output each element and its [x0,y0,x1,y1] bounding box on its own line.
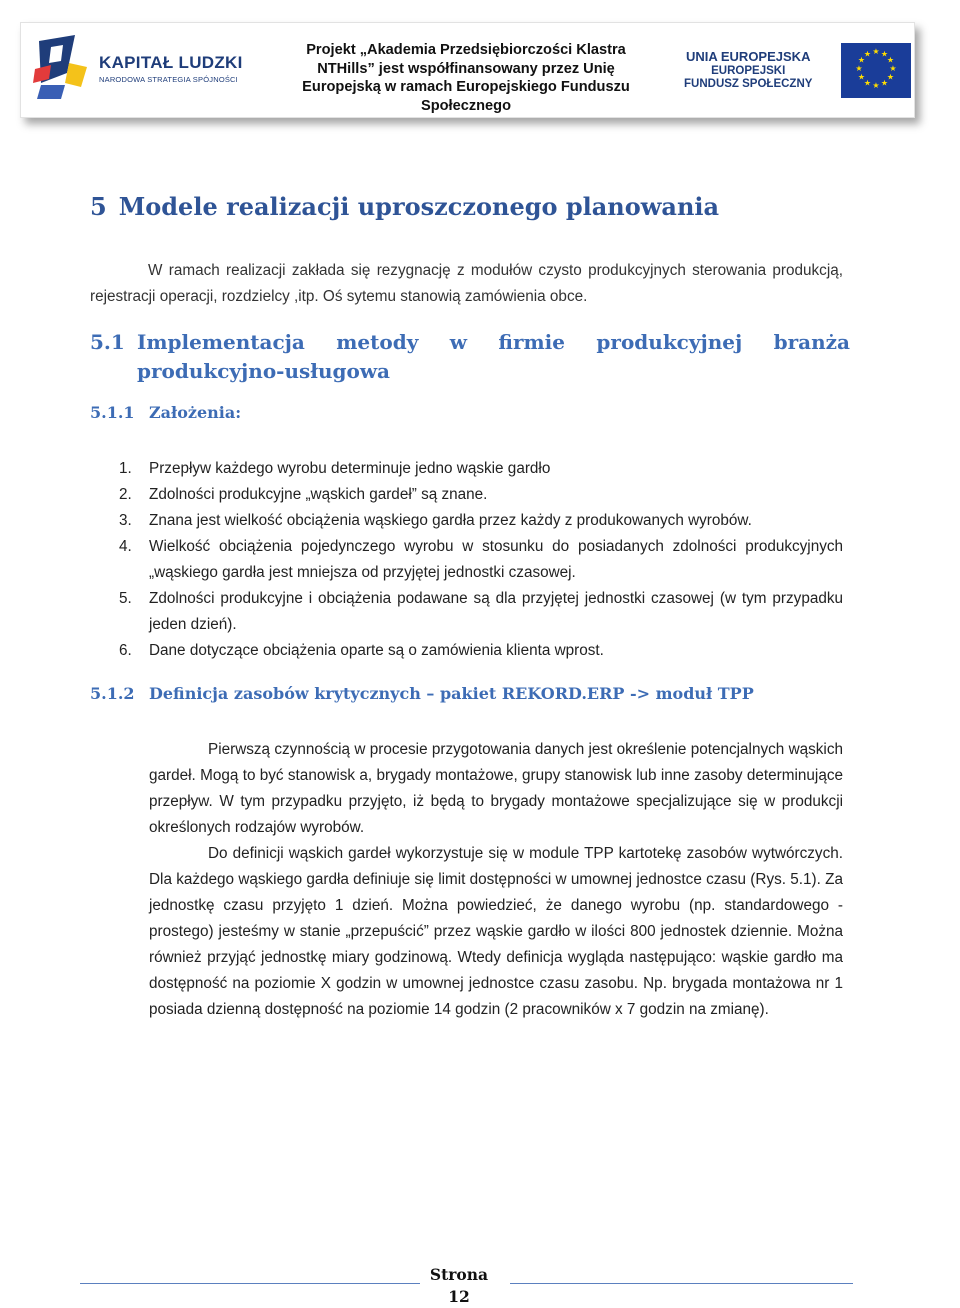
kapital-ludzki-text [99,53,243,84]
header-banner [20,22,915,118]
list-item [90,508,843,534]
svg-text:★: ★ [863,49,872,59]
intro-text: W ramach realizacji zakłada się rezygnację z modułów czysto produkcyjnych sterowania produkcją, rejestracji operacji, rozdzielcy ,itp. Oś sytemu stanowią zamówienia obce. [90,262,843,305]
svg-text:★: ★ [889,64,897,73]
ue-line2: EUROPEJSKI [711,65,786,77]
section-heading [90,192,719,221]
list-number: 2. [119,486,132,503]
list-text: Zdolności produkcyjne i obciążenia podawane są dla przyjętej jednostki czasowej (w tym przypadku jeden dzień). [149,590,843,633]
list-number: 4. [119,538,132,555]
svg-text:★: ★ [886,55,895,65]
project-line: Europejską w ramach Europejskiego Funduszu [302,79,630,95]
svg-text:★: ★ [857,55,866,65]
definition-paragraph-2: Do definicji wąskich gardeł wykorzystuje się w module TPP kartotekę zasobów wytwórczych. Dla każdego wąskiego gardła definiuje się limit dostępności w umownej jednostce czasu (Rys. 5.1). Za jednostkę czasu przyjęto 1 dzień. Można powiedzieć, że danego wyrobu (np. standardowego - prostego) jesteśmy w stanie „przepuścić” przez wąskie gardło w ilości 800 jednostek dziennie. Można również przyjąć jednostkę miary godzinową. Wtedy definicja wygląda następująco: wąskie gardło ma dostępność na poziomie X godzin w umownej jednostce czasu zasobu. Np. brygada montażowa nr 1 posiada dzienną dostępność na poziomie 14 godzin (2 pracowników x 7 godzin na zmianę). [149,845,843,1018]
assumptions-heading [90,403,241,422]
kl-subtitle: NARODOWA STRATEGIA SPÓJNOŚCI [99,75,238,84]
ue-line1: UNIA EUROPEJSKA [685,49,811,64]
assumptions-title: Założenia: [149,403,242,422]
kl-title: KAPITAŁ LUDZKI [99,53,243,72]
list-number: 6. [119,642,132,659]
svg-text:★: ★ [872,47,880,56]
list-number: 3. [119,512,132,529]
list-text: Znana jest wielkość obciążenia wąskiego gardła przez każdy z produkowanych wyrobów. [149,512,752,529]
assumptions-number: 5.1.1 [90,403,135,422]
footer-line-right [510,1283,853,1284]
svg-text:★: ★ [880,78,889,88]
list-text: Przepływ każdego wyrobu determinuje jedno wąskie gardło [149,460,551,477]
intro-paragraph [90,258,843,310]
svg-text:★: ★ [855,64,863,73]
list-item [90,456,843,482]
svg-text:★: ★ [872,81,880,90]
project-line: NTHills” jest współfinansowany przez Unię [317,60,615,77]
list-text: Dane dotyczące obciążenia oparte są o zamówienia klienta wprost. [149,642,604,659]
ue-line3: FUNDUSZ SPOŁECZNY [684,78,813,90]
section-title: Modele realizacji uproszczonego planowania [118,192,720,221]
project-line: Projekt „Akademia Przedsiębiorczości Klastra [306,42,626,58]
project-statement [276,41,656,115]
subsection-number: 5.1 [90,330,125,354]
definition-number: 5.1.2 [90,684,135,703]
list-item [90,586,843,638]
list-item [90,638,843,664]
definition-title: Definicja zasobów krytycznych – pakiet REKORD.ERP -> moduł TPP [149,684,754,703]
list-text: Wielkość obciążenia pojedynczego wyrobu w stosunku do posiadanych zdolności produkcyjnych „wąskiego gardła jest mniejsza od przyjętej jednostki czasowej. [149,538,843,581]
list-number: 1. [119,460,132,477]
subsection-title: Implementacja metody w firmie produkcyjnej branża produkcyjno-usługowa [137,330,850,383]
eu-flag-icon [841,43,911,98]
assumptions-list [90,456,843,664]
list-number: 5. [119,590,132,607]
footer-line-left [80,1283,420,1284]
section-number: 5 [90,192,107,221]
list-item [90,482,843,508]
svg-text:★: ★ [857,72,866,82]
page-footer [420,1264,498,1308]
svg-text:★: ★ [863,78,872,88]
definition-paragraph-1: Pierwszą czynnością w procesie przygotowania danych jest określenie potencjalnych wąskich gardeł. Mogą to być stanowisk a, brygady montażowe, grupy stanowisk lub inne zasoby determinujące przepływ. W tym przypadku przyjęto, iż będą to brygady montażowe specjalizujące się w produkcji określonych rodzajów wyrobów. [149,741,843,836]
footer-label: Strona [429,1265,489,1284]
kapital-ludzki-logo-icon [31,33,93,103]
definition-body [149,737,843,1023]
list-item [90,534,843,586]
svg-text:★: ★ [886,72,895,82]
list-text: Zdolności produkcyjne „wąskich gardeł” są znane. [149,486,488,503]
eu-fund-text [684,49,812,90]
subsection-heading [90,328,850,386]
svg-text:★: ★ [880,49,889,59]
project-line: Społecznego [420,97,511,114]
page-number: 12 [448,1287,470,1306]
definition-heading [90,684,754,703]
